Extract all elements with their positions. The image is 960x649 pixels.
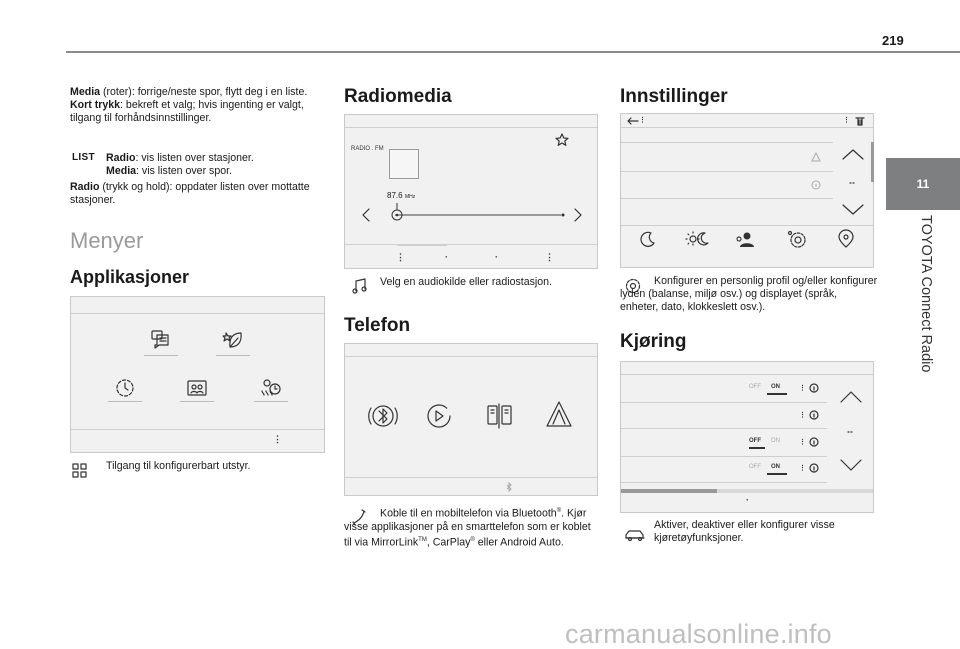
toggle-on-label-3: ON (771, 438, 780, 444)
row-1-menu-dots[interactable]: ⋮ (799, 385, 806, 392)
frequency-unit: MHz (405, 194, 416, 200)
radio-menu-dots-4[interactable]: ⋮ (545, 252, 554, 262)
row-3-menu-dots[interactable]: ⋮ (799, 439, 806, 446)
innstillinger-heading: Innstillinger (620, 86, 728, 107)
radiomedia-screen (344, 114, 598, 269)
info-icon (811, 180, 821, 190)
radio-hold-bold: Radio (70, 181, 100, 193)
watermark: carmanualsonline.info (565, 619, 832, 649)
system-settings-icon[interactable] (787, 230, 809, 248)
contacts-card-icon[interactable] (185, 377, 209, 399)
favorite-star-icon[interactable] (555, 133, 569, 147)
night-mode-icon[interactable] (639, 230, 657, 248)
driving-scroll-controls[interactable] (839, 390, 863, 472)
carplay-icon[interactable] (425, 401, 453, 431)
day-night-icon[interactable] (685, 230, 709, 248)
driving-page-indicator (621, 489, 717, 493)
menyer-heading: Menyer (70, 228, 144, 253)
row-4-info-icon[interactable] (809, 463, 819, 473)
row-2-info-icon[interactable] (809, 410, 819, 420)
telefon-caption-part-3: , CarPlay (426, 536, 471, 549)
telefon-caption-part-4: eller Android Auto. (474, 536, 564, 549)
list-paragraph (106, 152, 326, 178)
trash-icon[interactable] (855, 116, 865, 126)
toggle-off-label-1: OFF (749, 384, 761, 390)
list-icon: LIST (72, 152, 95, 163)
frequency-slider[interactable] (359, 203, 585, 227)
more-menu-icon[interactable]: ⋮ (273, 434, 282, 444)
eco-leaf-icon[interactable] (221, 329, 245, 351)
bluetooth-icon[interactable] (369, 401, 397, 431)
driving-screen (620, 361, 874, 513)
frequency-value: 87.6 (387, 191, 403, 200)
telefon-screen (344, 343, 598, 496)
settings-caption: Konfigurer en personlig profil og/eller konfigurer lyden (balanse, miljø osv.) og displayet (språk, enheter, dato, klokkeslett osv.). (620, 275, 878, 314)
settings-clock-icon[interactable] (113, 377, 137, 399)
row-2-menu-dots[interactable]: ⋮ (799, 412, 806, 419)
toggle-on-label-1: ON (771, 384, 780, 390)
section-tab[interactable]: 11 (886, 158, 960, 210)
toggle-on-label-4: ON (771, 464, 780, 470)
kjoring-heading: Kjøring (620, 331, 687, 352)
row-4-menu-dots[interactable]: ⋮ (799, 465, 806, 472)
radio-bold: Radio (106, 152, 136, 164)
driving-caption: Aktiver, deaktiver eller konfigurer visse kjøretøyfunksjoner. (654, 519, 835, 545)
trademark-mark: TM (418, 536, 427, 543)
settings-header-dots-2[interactable]: ⋮ (843, 117, 850, 124)
page-number: 219 (882, 33, 904, 48)
short-press-text: : bekreft et valg; hvis ingenting er valgt, tilgang til forhåndsinnstillinger. (70, 99, 304, 125)
header-rule (66, 51, 960, 53)
car-icon (624, 528, 646, 542)
radio-menu-dots-1[interactable]: ⋮ (396, 252, 405, 262)
media-bold-2: Media (106, 165, 137, 178)
applications-grid-icon (72, 463, 88, 479)
short-press-bold: Kort trykk (70, 99, 121, 112)
settings-scroll-controls[interactable] (841, 149, 865, 219)
driving-bottom-dot[interactable]: · (746, 495, 749, 505)
bluetooth-status-icon (505, 482, 513, 492)
warning-icon (811, 152, 821, 162)
settings-screen (620, 113, 874, 268)
radio-menu-dot-2[interactable]: · (445, 252, 448, 262)
applications-screen (70, 296, 325, 453)
side-section-title: TOYOTA Connect Radio (918, 215, 934, 373)
radiomedia-caption: Velg en audiokilde eller radiostasjon. (380, 276, 552, 288)
media-text-2: : vis listen over spor. (136, 165, 233, 178)
registered-mark-2: ® (470, 536, 475, 543)
telefon-heading: Telefon (344, 315, 411, 336)
radio-text: : vis listen over stasjoner. (135, 152, 254, 164)
toggle-off-label-3: OFF (749, 438, 761, 444)
climate-timer-icon[interactable] (259, 377, 283, 399)
toggle-off-label-4: OFF (749, 464, 761, 470)
connected-apps-icon[interactable] (149, 329, 173, 351)
mirrorlink-icon[interactable] (485, 401, 515, 431)
radiomedia-heading: Radiomedia (344, 86, 452, 107)
location-privacy-icon[interactable] (835, 230, 857, 248)
station-logo-placeholder (389, 149, 419, 179)
registered-mark-1: ® (556, 508, 562, 514)
settings-scrollbar[interactable] (871, 142, 874, 182)
settings-header-dots[interactable]: ⋮ (639, 117, 646, 124)
telefon-caption (344, 505, 598, 550)
radio-hold-text: (trykk og hold): oppdater listen over mottatte stasjoner. (70, 181, 310, 207)
row-1-info-icon[interactable] (809, 383, 819, 393)
music-note-icon (352, 278, 366, 294)
row-3-info-icon[interactable] (809, 437, 819, 447)
applikasjoner-heading: Applikasjoner (70, 267, 190, 287)
media-bold: Media (70, 86, 101, 98)
applications-caption: Tilgang til konfigurerbart utstyr. (106, 460, 251, 472)
radio-menu-dot-3[interactable]: · (495, 252, 498, 262)
android-auto-icon[interactable] (543, 399, 575, 431)
telefon-caption-part-2: . Kjør visse applikasjoner på en smarttelefon som er koblet til via MirrorLink (344, 507, 591, 549)
radio-hold-paragraph (70, 181, 320, 207)
media-paragraph (70, 86, 320, 126)
profile-icon[interactable] (735, 230, 757, 248)
radio-band-label: RADIO . FM (351, 146, 384, 152)
media-text: (roter): forrige/neste spor, flytt deg i en liste. (100, 86, 308, 98)
telefon-caption-part-1: Koble til en mobiltelefon via Bluetooth (380, 507, 557, 520)
